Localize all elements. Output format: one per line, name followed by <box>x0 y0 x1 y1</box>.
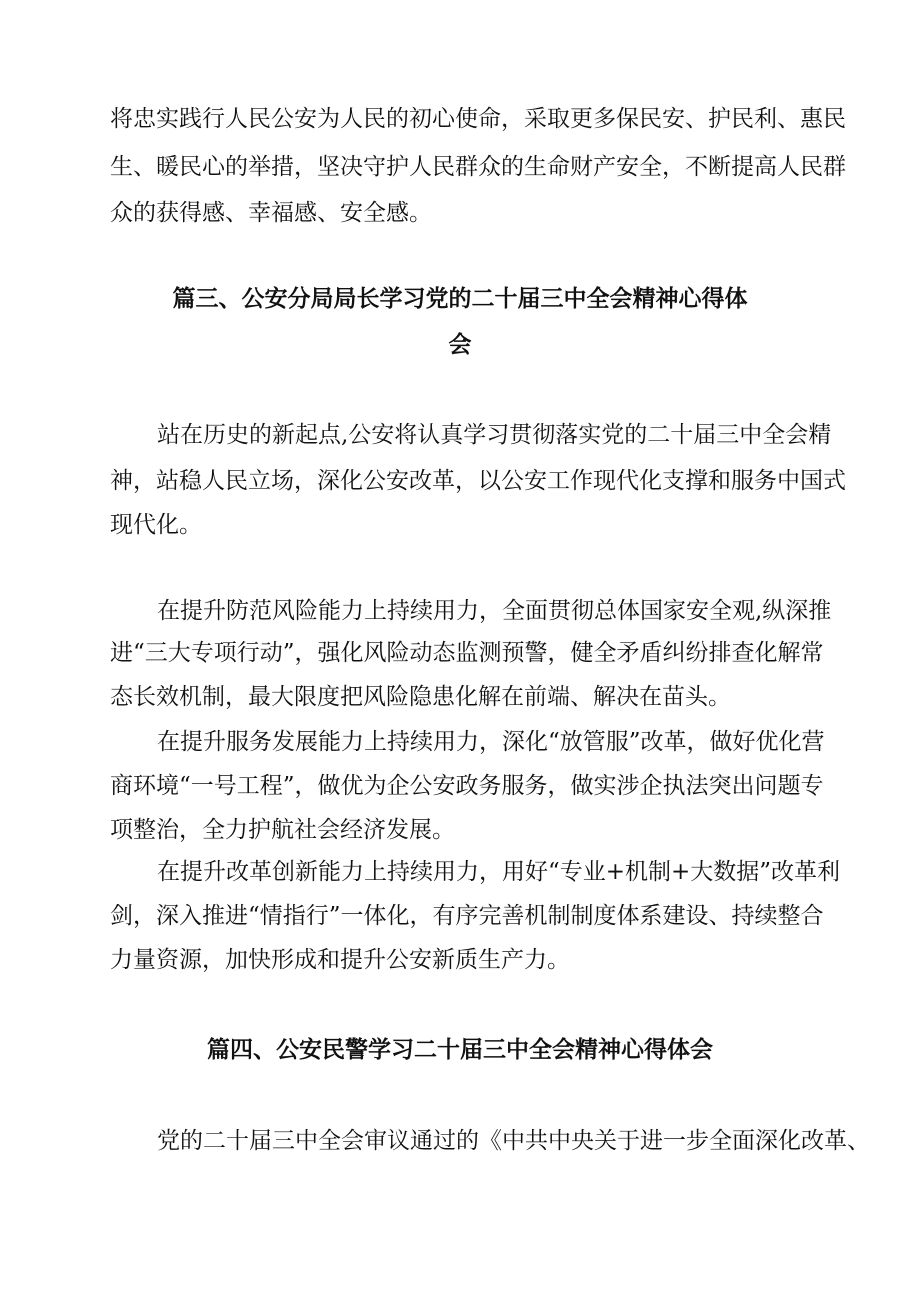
section-title-line: 篇三、公安分局局长学习党的二十届三中全会精神心得体 <box>172 285 748 312</box>
paragraph-line: 剑，深入推进“情指行”一体化，有序完善机制制度体系建设、持续整合 <box>110 903 824 929</box>
paragraph-line: 在提升服务发展能力上持续用力，深化“放管服”改革，做好优化营 <box>157 729 825 755</box>
paragraph-line: 神，站稳人民立场，深化公安改革，以公安工作现代化支撑和服务中国式 <box>110 468 846 494</box>
section-title-line: 会 <box>448 331 472 358</box>
paragraph-line: 党的二十届三中全会审议通过的《中共中央关于进一步全面深化改革、 <box>157 1128 870 1154</box>
paragraph-line: 态长效机制，最大限度把风险隐患化解在前端、解决在苗头。 <box>110 684 731 710</box>
paragraph-line: 商环境“一号工程”，做优为企公安政务服务，做实涉企执法突出问题专 <box>110 773 824 799</box>
paragraph-line: 在提升改革创新能力上持续用力，用好“专业+机制+大数据”改革利 <box>157 859 841 885</box>
section4-title: 篇四、公安民警学习二十届三中全会精神心得体会 <box>207 1036 713 1063</box>
paragraph-line: 站在历史的新起点,公安将认真学习贯彻落实党的二十届三中全会精 <box>157 422 832 448</box>
paragraph-line: 项整治，全力护航社会经济发展。 <box>110 817 455 843</box>
paragraph-line: 将忠实践行人民公安为人民的初心使命，采取更多保民安、护民利、惠民 <box>110 106 846 132</box>
paragraph-line: 众的获得感、幸福感、安全感。 <box>110 200 432 226</box>
paragraph-line: 进“三大专项行动”，强化风险动态监测预警，健全矛盾纠纷排查化解常 <box>110 640 824 666</box>
paragraph-line: 现代化。 <box>110 512 202 538</box>
paragraph-line: 生、暖民心的举措，坚决守护人民群众的生命财产安全，不断提高人民群 <box>110 154 846 180</box>
paragraph-line: 力量资源，加快形成和提升公安新质生产力。 <box>110 947 570 973</box>
paragraph-line: 在提升防范风险能力上持续用力，全面贯彻总体国家安全观,纵深推 <box>157 598 832 624</box>
